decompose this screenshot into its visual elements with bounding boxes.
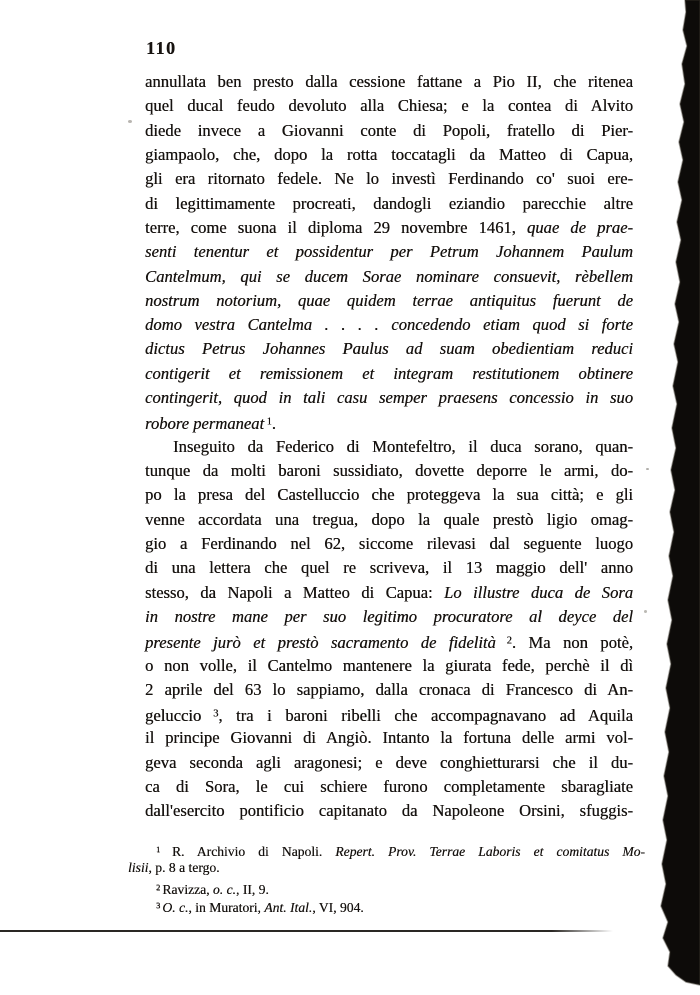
text-line: di una lettera che quel re scriveva, il 13 maggio dell' anno <box>145 558 633 578</box>
text-line: robore permaneat $^1$. <box>145 414 276 433</box>
text-line: geluccio $^3$, tra i baroni ribelli che accompagnavano ad Aquila <box>145 705 633 725</box>
scan-edge-line <box>0 930 613 932</box>
text-line: geva seconda agli aragonesi; e deve conghietturarsi che il du- <box>145 752 633 772</box>
text-line: gli era ritornato fedele. Ne lo investì Ferdinando co' suoi ere- <box>145 169 633 189</box>
text-line: il principe Giovanni di Angiò. Intanto la fortuna delle armi vol- <box>145 728 633 748</box>
page-number: 110 <box>146 38 177 58</box>
text-line: giampaolo, che, dopo la rotta toccatagli da Matteo di Capua, <box>145 144 633 164</box>
text-line: gio a Ferdinando nel 62, siccome rilevasi dal seguente luogo <box>145 533 633 553</box>
text-line: annullata ben presto dalla cessione fattane a Pio II, che ritenea <box>145 72 633 91</box>
text-line: diede invece a Giovanni conte di Popoli, fratello di Pier- <box>145 120 633 140</box>
text-line: contingerit, quod in tali casu semper praesens concessio in suo <box>145 388 633 408</box>
text-line: 2 aprile del 63 lo sappiamo, dalla cronaca di Francesco di An- <box>145 679 633 699</box>
scan-speck <box>128 120 132 123</box>
text-line: $^2$ Ravizza, o. c., II, 9. <box>156 881 269 897</box>
text-line: po la presa del Castelluccio che proteggeva la sua città; e gli <box>145 485 633 505</box>
text-line: stesso, da Napoli a Matteo di Capua: Lo illustre duca de Sora <box>145 582 633 602</box>
text-line: Inseguito da Federico di Montefeltro, il duca sorano, quan- <box>173 436 633 456</box>
scan-speck <box>644 610 647 613</box>
body-text <box>145 70 633 824</box>
text-line: dall'esercito pontificio capitanato da Napoleone Orsini, sfuggis- <box>145 801 633 821</box>
text-line: $^3$ O. c., in Muratori, Ant. Ital., VI, 904. <box>156 900 364 916</box>
text-line: dictus Petrus Johannes Paulus ad suam obedientiam reduci <box>145 339 633 359</box>
text-line: o non volle, il Cantelmo mantenere la giurata fede, perchè il dì <box>145 655 633 675</box>
text-line: senti tenentur et possidentur per Petrum Johannem Paulum <box>145 242 633 262</box>
text-line: domo vestra Cantelma . . . . concedendo etiam quod si forte <box>145 315 633 335</box>
scan-speck <box>646 468 649 470</box>
text-line: di legittimamente procreati, dandogli eziandio parecchie altre <box>145 193 633 213</box>
text-line: venne accordata una tregua, dopo la quale prestò ligio omag- <box>145 509 633 529</box>
text-line: contigerit et remissionem et integram restitutionem obtinere <box>145 363 633 383</box>
text-line: Cantelmum, qui se ducem Sorae nominare consuevit, rèbellem <box>145 266 633 286</box>
text-line: $^1$ R. Archivio di Napoli. Repert. Prov. Terrae Laboris et comitatus Mo- <box>156 843 645 859</box>
text-line: nostrum notorium, quae quidem terrae antiquitus fuerunt de <box>145 290 633 310</box>
text-line: lisii, p. 8 a tergo. <box>128 859 220 875</box>
text-line: ca di Sora, le cui schiere furono completamente sbaragliate <box>145 777 633 797</box>
text-line: tunque da molti baroni sussidiato, dovette deporre le armi, do- <box>145 461 633 480</box>
text-line: in nostre mane per suo legitimo procuratore al deyce del <box>145 606 633 626</box>
text-line: presente jurò et prestò sacramento de fidelità $^2$. Ma non potè, <box>145 632 633 652</box>
footnotes <box>128 840 645 916</box>
text-line: quel ducal feudo devoluto alla Chiesa; e la contea di Alvito <box>145 96 633 116</box>
text-line: terre, come suona il diploma 29 novembre 1461, quae de prae- <box>145 217 633 237</box>
